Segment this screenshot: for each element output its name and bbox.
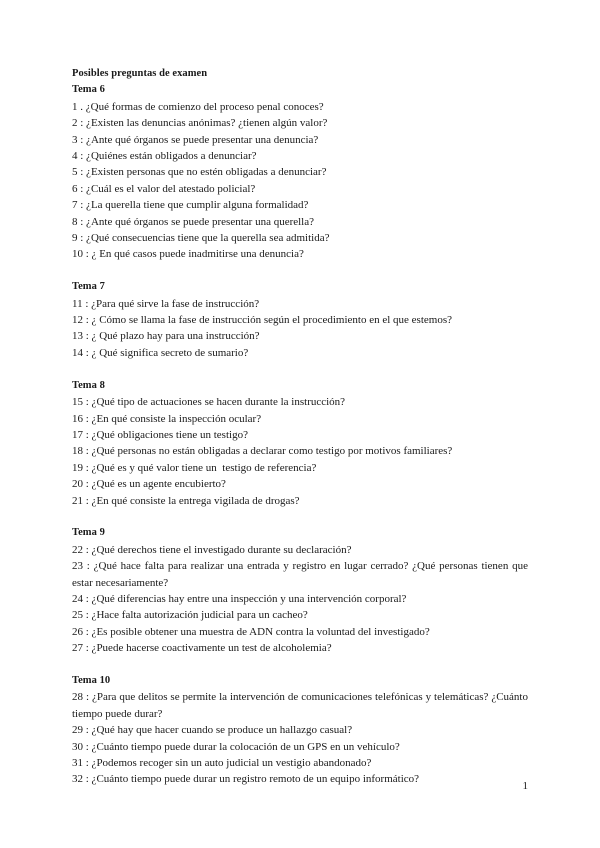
question-item: 26 : ¿Es posible obtener una muestra de ADN contra la voluntad del investigado? — [72, 625, 430, 638]
question-item: 23 : ¿Qué hace falta para realizar una entrada y registro en lugar cerrado? ¿Qué personas tienen que estar necesariamente? — [72, 560, 531, 589]
section-heading: Tema 10 — [72, 674, 111, 686]
question-item: 5 : ¿Existen personas que no estén obligadas a denunciar? — [72, 166, 327, 179]
question-item: 10 : ¿ En qué casos puede inadmitirse una denuncia? — [72, 248, 304, 261]
question-item: 14 : ¿ Qué significa secreto de sumario? — [72, 346, 249, 359]
question-item: 28 : ¿Para que delitos se permite la intervención de comunicaciones telefónicas y telemáticas? ¿Cuánto tiempo puede durar? — [72, 691, 531, 720]
question-item: 4 : ¿Quiénes están obligados a denunciar? — [72, 150, 257, 163]
question-item: 9 : ¿Qué consecuencias tiene que la querella sea admitida? — [72, 232, 330, 245]
section — [72, 82, 528, 262]
question-item: 20 : ¿Qué es un agente encubierto? — [72, 478, 226, 491]
question-item: 24 : ¿Qué diferencias hay entre una inspección y una intervención corporal? — [72, 592, 407, 605]
question-item: 11 : ¿Para qué sirve la fase de instrucción? — [72, 297, 260, 310]
sections-container — [72, 82, 531, 787]
question-item: 8 : ¿Ante qué órganos se puede presentar una querella? — [72, 215, 315, 228]
page-title: Posibles preguntas de examen — [72, 68, 208, 79]
question-list — [72, 99, 528, 263]
section-heading: Tema 8 — [72, 379, 105, 391]
question-item: 31 : ¿Podemos recoger sin un auto judicial un vestigio abandonado? — [72, 757, 372, 769]
section-spacer — [72, 657, 528, 673]
section-spacer — [72, 509, 528, 525]
section — [72, 525, 531, 656]
question-item: 16 : ¿En qué consiste la inspección ocular? — [72, 412, 262, 425]
question-item: 1 . ¿Qué formas de comienzo del proceso penal conoces? — [72, 100, 324, 113]
question-item: 13 : ¿ Qué plazo hay para una instrucción? — [72, 330, 260, 343]
question-item: 30 : ¿Cuánto tiempo puede durar la colocación de un GPS en un vehículo? — [72, 740, 400, 753]
question-list — [72, 296, 528, 362]
question-item: 18 : ¿Qué personas no están obligadas a declarar como testigo por motivos familiares? — [72, 445, 453, 458]
question-item: 7 : ¿La querella tiene que cumplir alguna formalidad? — [72, 199, 309, 212]
question-item: 29 : ¿Qué hay que hacer cuando se produce un hallazgo casual? — [72, 724, 353, 737]
question-list — [72, 689, 531, 787]
question-list — [72, 542, 531, 657]
question-item: 12 : ¿ Cómo se llama la fase de instrucción según el procedimiento en el que estemos? — [72, 314, 452, 327]
section-heading: Tema 7 — [72, 281, 105, 293]
question-item: 19 : ¿Qué es y qué valor tiene un testigo de referencia? — [72, 461, 317, 474]
document-body — [72, 66, 531, 788]
question-item: 27 : ¿Puede hacerse coactivamente un test de alcoholemia? — [72, 642, 332, 655]
question-item: 15 : ¿Qué tipo de actuaciones se hacen durante la instrucción? — [72, 396, 346, 409]
question-item: 22 : ¿Qué derechos tiene el investigado durante su declaración? — [72, 543, 352, 556]
question-item: 32 : ¿Cuánto tiempo puede durar un registro remoto de un equipo informático? — [72, 773, 420, 786]
section — [72, 279, 528, 361]
section-heading: Tema 6 — [72, 84, 105, 96]
section — [72, 673, 531, 788]
question-list — [72, 394, 528, 509]
question-item: 25 : ¿Hace falta autorización judicial para un cacheo? — [72, 609, 308, 622]
section-heading: Tema 9 — [72, 527, 105, 539]
page-number: 1 — [522, 780, 528, 792]
section-spacer — [72, 263, 528, 279]
question-item: 21 : ¿En qué consiste la entrega vigilada de drogas? — [72, 494, 300, 507]
question-item: 3 : ¿Ante qué órganos se puede presentar una denuncia? — [72, 133, 319, 146]
question-item: 2 : ¿Existen las denuncias anónimas? ¿tienen algún valor? — [72, 117, 328, 130]
question-item: 6 : ¿Cuál es el valor del atestado policial? — [72, 182, 256, 195]
section-spacer — [72, 361, 528, 377]
section — [72, 378, 528, 509]
question-item: 17 : ¿Qué obligaciones tiene un testigo? — [72, 428, 248, 441]
